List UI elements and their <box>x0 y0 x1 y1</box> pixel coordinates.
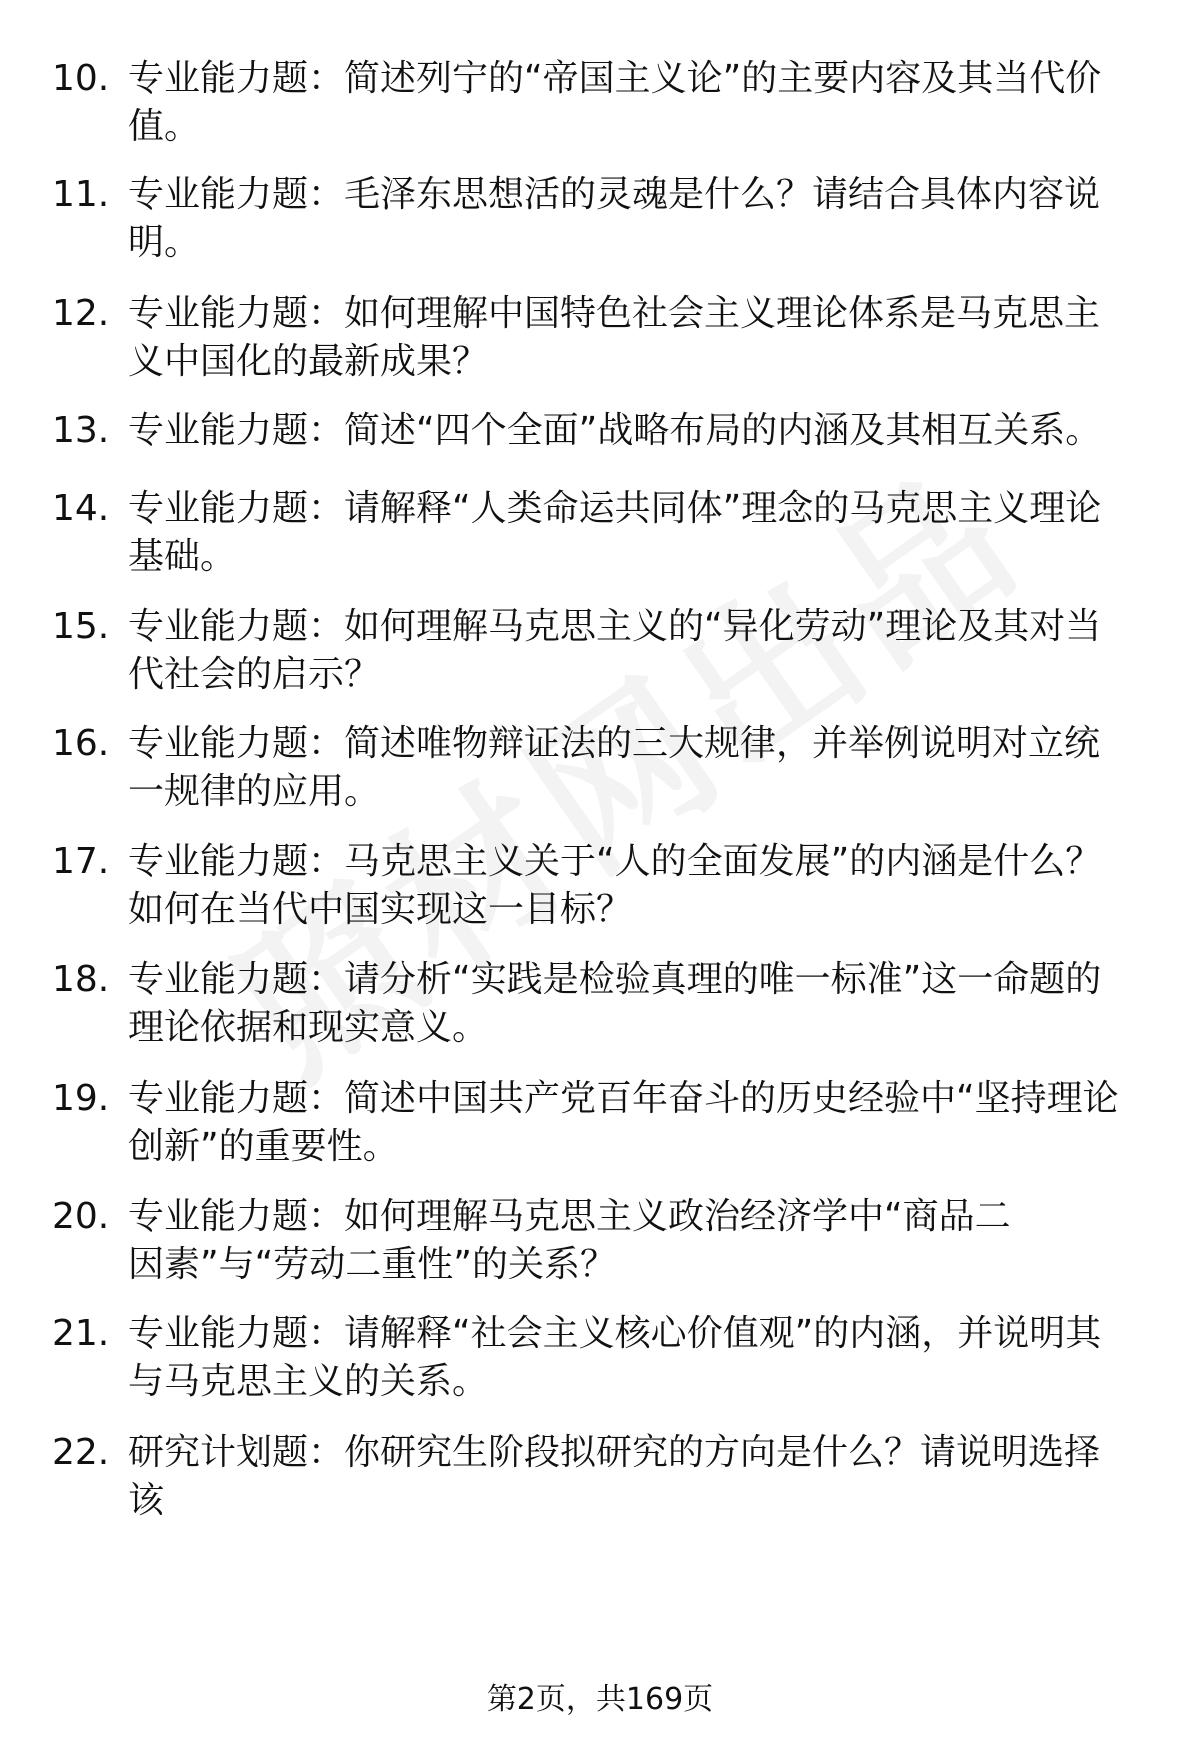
question-text: 专业能力题：如何理解中国特色社会主义理论体系是马克思主义中国化的最新成果？ <box>128 293 1101 382</box>
question-text: 专业能力题：简述列宁的“帝国主义论”的主要内容及其当代价值。 <box>128 58 1102 147</box>
question-number: 21. <box>52 1313 110 1354</box>
question-number: 17. <box>52 841 110 882</box>
question-number: 13. <box>52 410 110 451</box>
question-text: 专业能力题：请解释“人类命运共同体”理念的马克思主义理论基础。 <box>128 488 1102 577</box>
page-footer: 第2页，共169页 <box>486 1682 714 1717</box>
question-text: 专业能力题：简述唯物辩证法的三大规律，并举例说明对立统一规律的应用。 <box>128 723 1101 812</box>
question-text: 专业能力题：请解释“社会主义核心价值观”的内涵，并说明其与马克思主义的关系。 <box>128 1313 1102 1402</box>
question-text: 专业能力题：如何理解马克思主义政治经济学中“商品二因素”与“劳动二重性”的关系？ <box>128 1196 1011 1285</box>
question-text: 专业能力题：请分析“实践是检验真理的唯一标准”这一命题的理论依据和现实意义。 <box>128 959 1102 1048</box>
question-number: 15. <box>52 606 110 647</box>
question-number: 12. <box>52 293 110 334</box>
question-number: 20. <box>52 1196 110 1237</box>
question-text: 专业能力题：马克思主义关于“人的全面发展”的内涵是什么？如何在当代中国实现这一目标？ <box>128 841 1102 930</box>
question-number: 19. <box>52 1078 110 1119</box>
question-number: 10. <box>52 58 110 99</box>
question-text: 专业能力题：如何理解马克思主义的“异化劳动”理论及其对当代社会的启示？ <box>128 606 1102 695</box>
question-number: 22. <box>52 1432 110 1473</box>
question-number: 16. <box>52 723 110 764</box>
question-text: 研究计划题：你研究生阶段拟研究的方向是什么？请说明选择该 <box>128 1432 1101 1521</box>
question-text: 专业能力题：简述中国共产党百年奋斗的历史经验中“坚持理论创新”的重要性。 <box>128 1078 1119 1167</box>
question-number: 14. <box>52 488 110 529</box>
question-text: 专业能力题：毛泽东思想活的灵魂是什么？请结合具体内容说明。 <box>128 174 1101 263</box>
question-number: 11. <box>52 174 110 215</box>
question-text: 专业能力题：简述“四个全面”战略布局的内涵及其相互关系。 <box>128 410 1102 451</box>
question-number: 18. <box>52 959 110 1000</box>
